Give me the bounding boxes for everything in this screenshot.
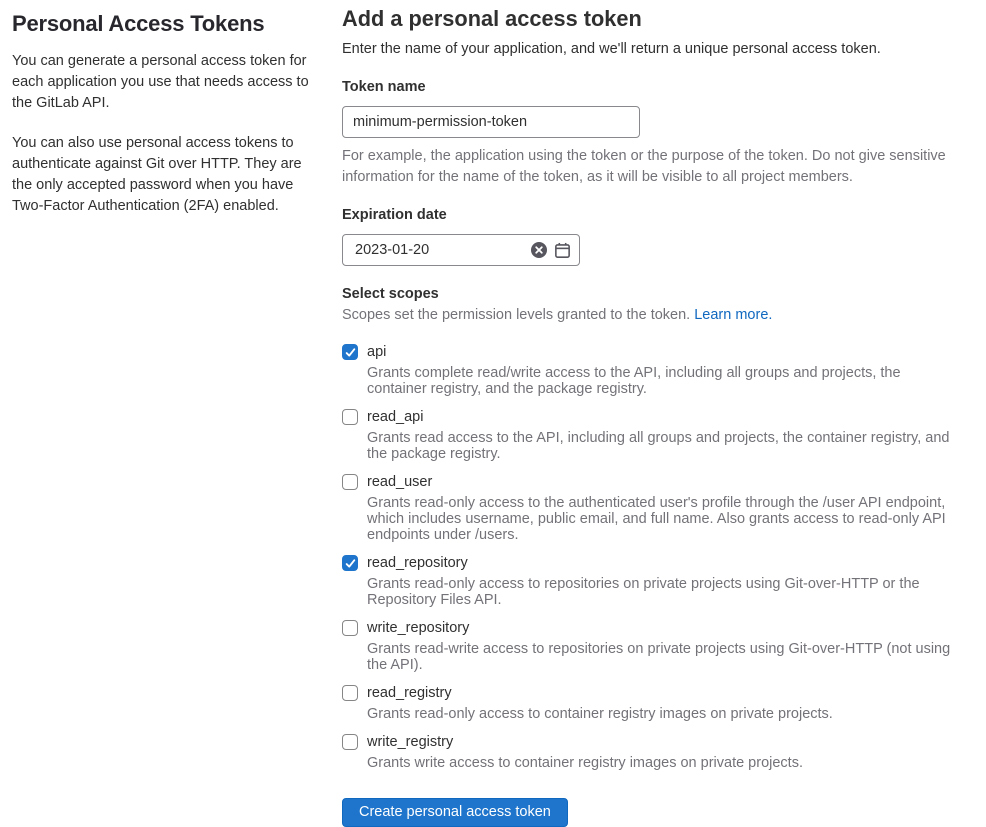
scope-checkbox-read-registry[interactable] [342,685,358,701]
scope-checkbox-write-registry[interactable] [342,734,358,750]
scope-description: Grants complete read/write access to the API, including all groups and projects, the container registry, and the package registry. [367,365,901,397]
token-name-input[interactable] [342,106,640,138]
calendar-button[interactable] [554,242,571,259]
learn-more-link[interactable]: Learn more. [694,307,773,323]
calendar-icon [554,242,571,259]
scope-label[interactable]: write_repository [367,620,470,636]
scope-row-read-api [342,407,964,462]
scope-description: Grants read-only access to repositories on private projects using Git-over-HTTP or the Repository Files API. [367,576,920,608]
scope-label[interactable]: read_user [367,474,433,490]
scope-label[interactable]: read_repository [367,555,468,571]
scope-description: Grants read access to the API, including all groups and projects, the container registry, and the package registry. [367,430,950,462]
settings-section-description [12,11,315,797]
scope-checkbox-api[interactable] [342,344,358,360]
add-token-form [342,6,964,820]
scope-row-write-registry [342,732,964,771]
scope-label[interactable]: read_api [367,409,424,425]
page-title: Personal Access Tokens [12,11,265,36]
token-name-label: Token name [342,79,426,95]
scope-description: Grants read-only access to container registry images on private projects. [367,706,833,722]
form-heading: Add a personal access token [342,6,642,31]
scope-checkbox-read-repository[interactable] [342,555,358,571]
scope-checkbox-read-user[interactable] [342,474,358,490]
x-circle-icon [530,241,548,259]
scope-label[interactable]: write_registry [367,734,454,750]
create-token-button[interactable]: Create personal access token [342,798,568,827]
scope-label[interactable]: api [367,344,387,360]
token-name-help: For example, the application using the token or the purpose of the token. Do not give sensitive information for the name of the token, as it will be visible to all project members. [342,148,946,185]
scopes-help-text [342,308,964,323]
description-paragraph-1: You can generate a personal access token for each application you use that needs access to the GitLab API. [12,53,309,111]
scope-label[interactable]: read_registry [367,685,452,701]
scope-description: Grants write access to container registry images on private projects. [367,755,803,771]
scope-description: Grants read-only access to the authenticated user's profile through the /user API endpoint, which includes username, public email, and full name. Also grants access to read-only API endpoints under /users. [367,495,946,543]
scope-checkbox-read-api[interactable] [342,409,358,425]
expiration-date-input[interactable] [353,241,530,259]
clear-date-button[interactable] [530,241,548,259]
check-icon [345,558,356,569]
scope-row-write-repository [342,618,964,673]
scopes-help-sentence: Scopes set the permission levels granted to the token. [342,307,691,323]
expiration-date-label: Expiration date [342,207,447,223]
expiration-date-field[interactable] [342,234,580,266]
description-paragraph-2: You can also use personal access tokens to authenticate against Git over HTTP. They are the only accepted password when you have Two-Factor Authentication (2FA) enabled. [12,135,302,214]
scope-description: Grants read-write access to repositories on private projects using Git-over-HTTP (not using the API). [367,641,951,673]
check-icon [345,347,356,358]
scope-row-api [342,342,964,397]
scope-row-read-user [342,472,964,543]
scope-checkbox-write-repository[interactable] [342,620,358,636]
form-intro-text: Enter the name of your application, and we'll return a unique personal access token. [342,41,881,57]
scope-row-read-repository [342,553,964,608]
scope-row-read-registry [342,683,964,722]
select-scopes-label: Select scopes [342,286,439,302]
